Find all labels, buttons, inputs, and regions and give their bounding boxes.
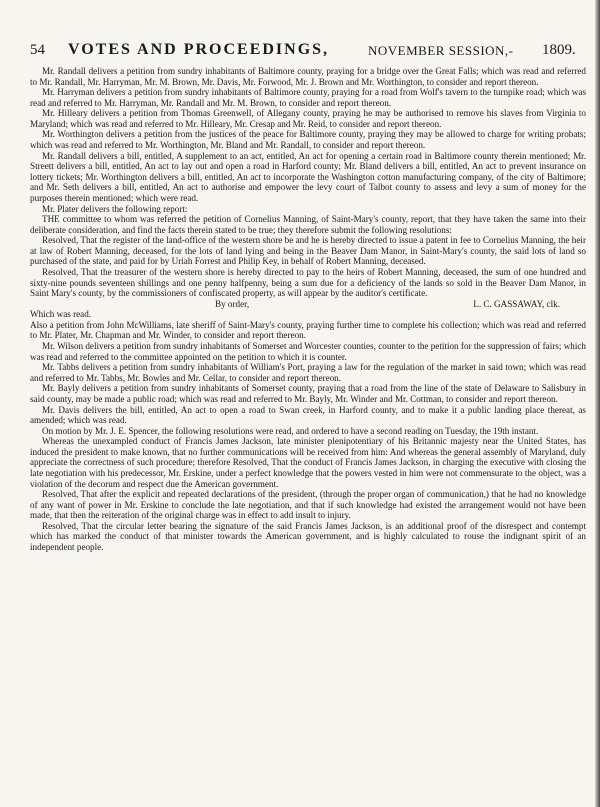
paragraph: Mr. Harryman delivers a petition from sundry inhabitants of Baltimore county, praying for a road from Wolf's tavern to the turnpike road; which was read and referred to Mr. Harryman, Mr. Randall and Mr. M. Brown, to consider and report thereon.	[30, 87, 586, 108]
paragraph: Mr. Wilson delivers a petition from sundry inhabitants of Somerset and Worcester counties, counter to the petition for the suppression of fairs; which was read and referred to the committee appointed on the petition to which it is counter.	[30, 341, 586, 362]
paragraph: Also a petition from John McWilliams, late sheriff of Saint-Mary's county, praying further time to complete his collection; which was read and referred to Mr. Plater, Mr. Chapman and Mr. Winder, to consider and report thereon.	[30, 319, 586, 341]
resolution-paragraph: Resolved, That the treasurer of the western shore is hereby directed to pay to the heirs of Robert Manning, deceased, the sum of one hundred and sixty-nine pounds seventeen shillings and one penny halfpenny, being a sum due for a deficiency of the lands so sold in the Beaver Dam Manor, in Saint Mary's county, by the commissioners of confiscated property, as will appear by the auditor's certificate.	[30, 266, 586, 299]
running-year: 1809.	[542, 42, 576, 58]
resolution-paragraph: Resolved, That the register of the land-office of the western shore be and he is hereby directed to issue a patent in fee to Cornelius Manning, the heir at law of Robert Manning, deceased, for the lots of land lying and being in the Beaver Dam Manor, in Saint-Mary's county, the said lots of land so purchased of the state, and paid for by Uriah Forrest and Philip Key, in behalf of Robert Manning, deceased.	[30, 235, 586, 267]
paragraph: Mr. Hilleary delivers a petition from Thomas Greenwell, of Allegany county, praying he may be authorised to remove his slaves from Virginia to Maryland; which was read and referred to Mr. Hilleary, Mr. Cresap and Mr. Reid, to consider and report thereon.	[30, 108, 586, 129]
page-edge-shadow	[595, 0, 600, 807]
paragraph: On motion by Mr. J. E. Spencer, the following resolutions were read, and ordered to have a second reading on Tuesday, the 19th instant.	[42, 425, 539, 436]
paragraph: Mr. Worthington delivers a petition from the justices of the peace for Baltimore county, praying they may be allowed to charge for writing probats; which was read and referred to Mr. Worthington, Mr. Bland and Mr. Randall, to consider and report thereon.	[30, 129, 586, 151]
signature-line	[30, 299, 586, 310]
resolution-paragraph: Resolved, That the circular letter bearing the signature of the said Francis James Jackson, is an additional proof of the disrespect and contempt which has marked the conduct of that minister towards the American government, and is highly calculated to rouse the indignant spirit of an independent people.	[30, 520, 586, 553]
paragraph: Mr. Davis delivers the bill, entitled, An act to open a road to Swan creek, in Harford county, and to make it a public landing place thereat, as amended; which was read.	[30, 404, 586, 426]
running-title: VOTES AND PROCEEDINGS,	[68, 41, 330, 58]
running-header	[30, 40, 585, 64]
paragraph: Mr. Bayly delivers a petition from sundry inhabitants of Somerset county, praying that a road from the line of the state of Delaware to Salisbury in said county, may be made a public road; which was read and referred to Mr. Bayly, Mr. Winder and Mr. Cottman, to consider and report thereon.	[30, 383, 586, 404]
page-number: 54	[30, 42, 45, 58]
paragraph: Mr. Randall delivers a petition from sundry inhabitants of Baltimore county, praying for a bridge over the Great Falls; which was read and referred to Mr. Randall, Mr. Harryman, Mr. M. Brown, Mr. Davis, Mr. Forwood, Mr. J. Brown and Mr. Worthington, to consider and report thereon.	[30, 66, 586, 87]
running-session: NOVEMBER SESSION,-	[368, 43, 514, 58]
document-body	[30, 66, 586, 553]
resolution-paragraph: Resolved, That after the explicit and repeated declarations of the president, (through the proper organ of communication,) that he had no knowledge of any want of power in Mr. Erskine to conclude the late negotiation, and that if such knowledge had existed the arrangement would not have been made, that then the reiteration of the original charge was in effect to add insult to injury.	[30, 489, 586, 521]
paragraph: Mr. Tabbs delivers a petition from sundry inhabitants of William's Port, praying a law for the regulation of the market in said town; which was read and referred to Mr. Tabbs, Mr. Bowles and Mr. Cellar, to consider and report thereon.	[30, 362, 586, 383]
paragraph: Mr. Randall delivers a bill, entitled, A supplement to an act, entitled, An act for opening a certain road in Baltimore county therein mentioned; Mr. Streett delivers a bill, entitled, An act to lay out and open a road in Harford county; Mr. Bland delivers a bill, entitled, An act to prevent insurance on lottery tickets; Mr. Worthington delivers a bill, entitled, An act to incorporate the Washington cotton manufacturing company, of the city of Baltimore; and Mr. Seth delivers a bill, entitled, An act to authorise and empower the levy court of Talbot county to assess and levy a sum of money for the purposes therein mentioned; which were read.	[30, 150, 586, 203]
report-paragraph: THE committee to whom was referred the petition of Cornelius Manning, of Saint-Mary's county, report, that they have taken the same into their deliberate consideration, and find the facts therein stated to be true; they therefore submit the following resolutions:	[30, 214, 586, 235]
paragraph: Which was read.	[30, 309, 92, 320]
by-order-text: By order,	[215, 298, 250, 309]
paragraph: Whereas the unexampled conduct of Francis James Jackson, late minister plenipotentiary of his Britannic majesty near the United States, has induced the president to make known, that no further communications will be received from him: And whereas the general assembly of Maryland, duly appreciate the correctness of such procedure; therefore Resolved, That the conduct of Francis James Jackson, in charging the executive with closing the late negotiation with his predecessor, Mr. Erskine, under a perfect knowledge that the powers vested in him were not commensurate to the object, was a violation of the decorum and respect due the American government.	[30, 436, 586, 489]
clerk-signature: L. C. GASSAWAY, clk.	[473, 298, 560, 309]
paragraph: Mr. Plater delivers the following report:	[42, 203, 188, 214]
